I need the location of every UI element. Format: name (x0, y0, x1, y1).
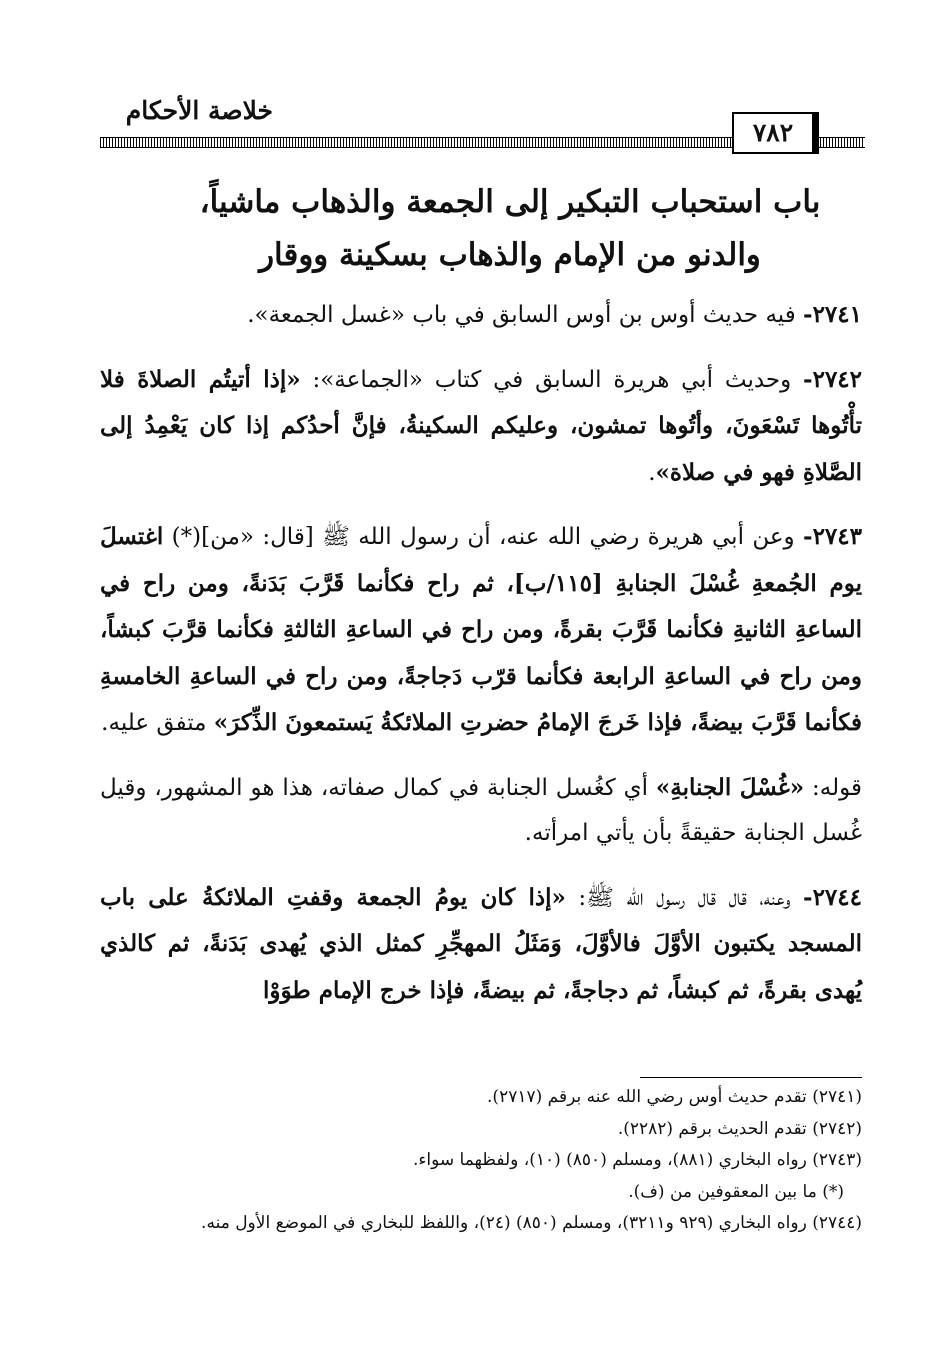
commentary-quote: «غُسْلَ الجنابةِ» (655, 773, 805, 801)
hadith-intro: وعنه، قال قال رسول الله ﷺ: (565, 884, 804, 911)
body-text (100, 292, 862, 1032)
hadith-number: ٢٧٤٤- (803, 883, 862, 911)
commentary-intro: قوله: (804, 774, 862, 801)
hadith-text: فيه حديث أوس بن أوس السابق في باب «غسل الجمعة». (247, 302, 804, 328)
page-number: ٧٨٢ (732, 112, 819, 154)
hadith-quote: اغتسلَ يوم الجُمعةِ غُسْلَ الجنابةِ [١١٥/ب]، ثم راح فكأنما قَرَّبَ بَدَنةً، ومن راح في الساعةِ الثانيةِ فكأنما قَرَّبَ بقرةً، ومن راح في الساعةِ الثالثةِ فكأنما قرَّبَ كبشاً، ومن راح في الساعةِ الرابعة فكأنما قرّب دَجاجةً، ومن راح في الساعةِ الخامسةِ فكأنما قَرَّبَ بيضةً، فإذا خَرجَ الإمامُ حضرتِ الملائكةُ يَستمعونَ الذِّكرَ» (100, 523, 862, 736)
footnote-asterisk: (*) ما بين المعقوفين من (ف). (628, 1181, 844, 1202)
commentary-text: أي كغُسل الجنابة في كمال صفاته، هذا هو المشهور، وقيل غُسل الجنابة حقيقةً بأن يأتي امرأته. (100, 774, 862, 846)
hadith-2742 (100, 357, 862, 497)
footnote-divider (640, 1077, 862, 1078)
chapter-heading (160, 176, 860, 282)
footnote-2743: (٢٧٤٣) رواه البخاري (٨٨١)، ومسلم (٨٥٠) (١٠)، ولفظهما سواء. (413, 1150, 862, 1170)
hadith-quote: «إذا أتيتُم الصلاةَ فلا تأْتُوها تَسْعَونَ، وأتُوها تمشون، وعليكم السكينةُ، فإنَّ أحدُكم إذا كان يَعْمِدُ إلى الصَّلاةِ فهو في صلاة» (100, 365, 862, 486)
hadith-intro: وحديث أبي هريرة السابق في كتاب «الجماعة»: (300, 366, 804, 393)
hadith-2743 (100, 514, 862, 747)
hadith-number: ٢٧٤١- (803, 301, 862, 328)
hadith-number: ٢٧٤٣- (803, 523, 862, 550)
hadith-end: متفق عليه. (101, 710, 214, 736)
hadith-2744 (100, 875, 862, 1015)
hadith-end: . (648, 459, 656, 486)
hadith-intro: وعن أبي هريرة رضي الله عنه، أن رسول الله ﷺ [قال: «من](*) (163, 524, 804, 550)
chapter-heading-line-2: والدنو من الإمام والذهاب بسكينة ووقار (259, 237, 761, 273)
page-header (100, 88, 865, 158)
footnotes (100, 1082, 862, 1240)
chapter-heading-line-1: باب استحباب التبكير إلى الجمعة والذهاب ماشياً، (199, 184, 821, 220)
running-title: خلاصة الأحكام (125, 96, 273, 125)
footnote-2744: (٢٧٤٤) رواه البخاري (٩٢٩ و٣٢١١)، ومسلم (٨٥٠) (٢٤)، واللفظ للبخاري في الموضع الأول منه. (201, 1213, 862, 1233)
hadith-quote: «إذا كان يومُ الجمعة وقفتِ الملائكةُ على باب المسجد يكتبون الأوَّلَ فالأوَّلَ، وَمَثَلُ المهجِّرِ كمثل الذي يُهدى بَدَنةً، ثم كالذي يُهدى بقرةً، ثم كبشاً، ثم دجاجةً، ثم بيضةً، فإذا خرج الإمام طوَوْا (100, 883, 862, 1004)
footnote-2741: (٢٧٤١) تقدم حديث أوس رضي الله عنه برقم (٢٧١٧). (487, 1087, 862, 1107)
footnote-2742: (٢٧٤٢) تقدم الحديث برقم (٢٢٨٢). (617, 1118, 862, 1139)
hadith-2741 (100, 292, 862, 339)
commentary (100, 765, 862, 857)
hadith-number: ٢٧٤٢- (803, 365, 863, 393)
